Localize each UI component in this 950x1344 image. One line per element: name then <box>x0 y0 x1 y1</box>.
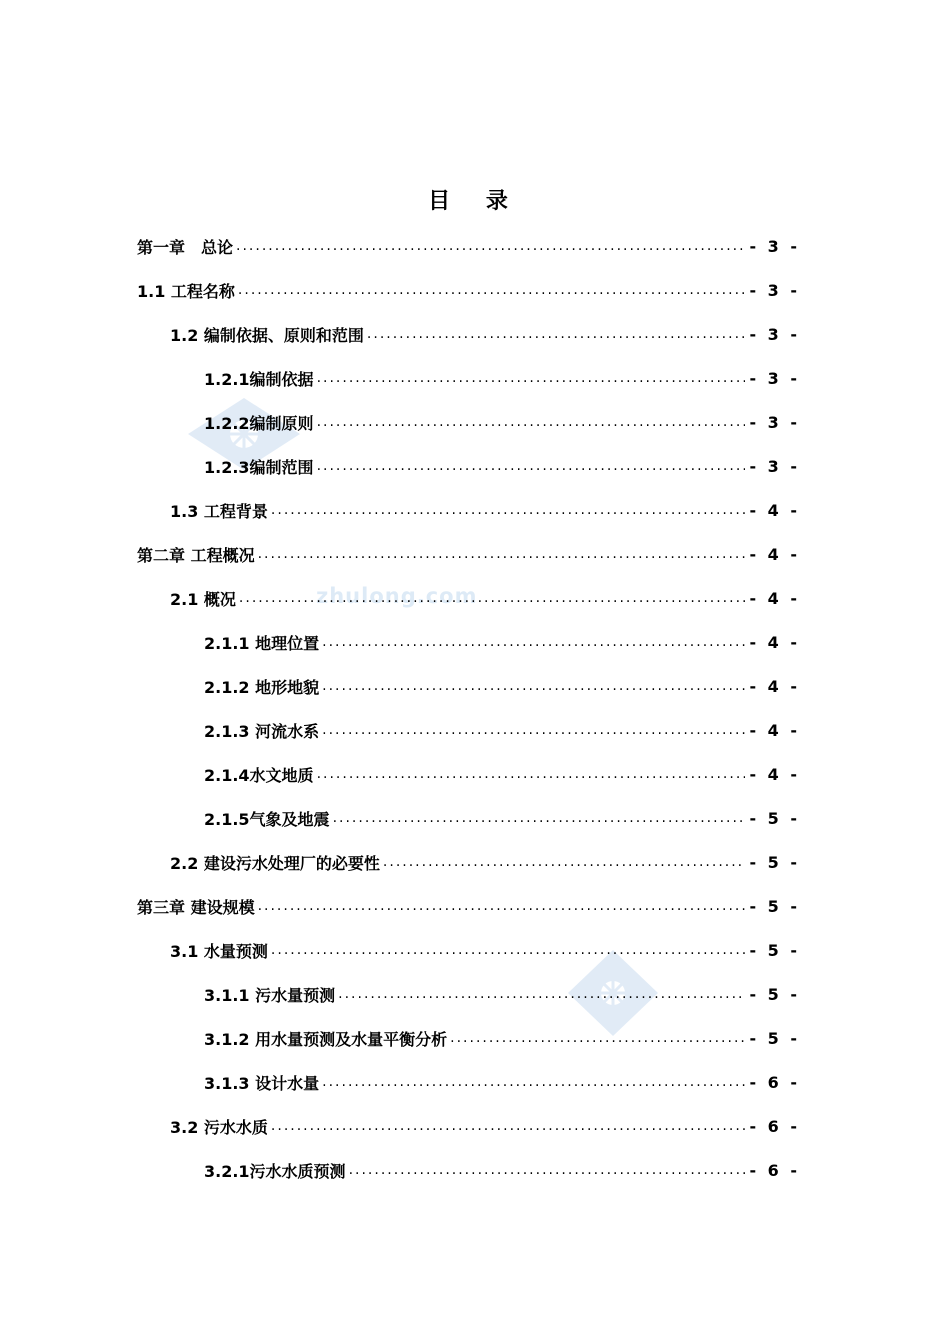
toc-entry[interactable] <box>204 358 800 398</box>
toc-entry-label: 2.1.4水文地质 <box>204 765 314 785</box>
toc-entry-page: - 6 - <box>749 1160 800 1180</box>
toc-entry-label: 2.2 建设污水处理厂的必要性 <box>170 853 380 873</box>
toc-entry-label: 3.2.1污水水质预测 <box>204 1161 346 1181</box>
dot-leader <box>271 502 746 518</box>
dot-leader <box>338 986 745 1002</box>
toc-entry-page: - 4 - <box>749 632 800 652</box>
toc-entry-page: - 6 - <box>749 1116 800 1136</box>
toc-entry-page: - 4 - <box>749 588 800 608</box>
toc-entry-label: 2.1.3 河流水系 <box>204 721 320 741</box>
dot-leader <box>238 282 746 298</box>
toc-entry[interactable] <box>137 226 800 266</box>
toc-entry-page: - 3 - <box>749 368 800 388</box>
toc-entry-label: 第二章 工程概况 <box>137 545 255 565</box>
toc-entry-page: - 5 - <box>749 896 800 916</box>
toc-entry-label: 第三章 建设规模 <box>137 897 255 917</box>
toc-entry[interactable] <box>204 666 800 706</box>
toc-entry[interactable] <box>204 402 800 442</box>
toc-entry-label: 1.3 工程背景 <box>170 501 268 521</box>
toc-entry[interactable] <box>204 754 800 794</box>
toc-entry[interactable] <box>204 974 800 1014</box>
toc-entry-label: 1.2.3编制范围 <box>204 457 314 477</box>
toc-entry-page: - 3 - <box>749 456 800 476</box>
toc-entry[interactable] <box>204 798 800 838</box>
toc-entry-label: 3.1.1 污水量预测 <box>204 985 336 1005</box>
toc-entry[interactable] <box>170 314 800 354</box>
toc-entry-label: 第一章 总论 <box>137 237 234 257</box>
toc-entry-label: 3.1.3 设计水量 <box>204 1073 320 1093</box>
dot-leader <box>239 590 746 606</box>
toc-entry[interactable] <box>170 842 800 882</box>
toc-entry[interactable] <box>204 1150 800 1190</box>
toc-entry-page: - 6 - <box>749 1072 800 1092</box>
toc-entry[interactable] <box>137 886 800 926</box>
dot-leader <box>317 458 746 474</box>
toc-entry-page: - 3 - <box>749 236 800 256</box>
toc-entry[interactable] <box>204 1018 800 1058</box>
dot-leader <box>258 546 746 562</box>
toc-entry-page: - 3 - <box>749 412 800 432</box>
toc-entry-label: 2.1 概况 <box>170 589 236 609</box>
toc-entry-label: 1.2.1编制依据 <box>204 369 314 389</box>
toc-entry-label: 2.1.5气象及地震 <box>204 809 330 829</box>
toc-entry-label: 2.1.1 地理位置 <box>204 633 320 653</box>
toc-entry-page: - 3 - <box>749 324 800 344</box>
toc-entry-label: 1.1 工程名称 <box>137 281 235 301</box>
toc-entry[interactable] <box>204 1062 800 1102</box>
dot-leader <box>322 722 745 738</box>
dot-leader <box>322 634 745 650</box>
dot-leader <box>236 238 745 254</box>
toc-entry-page: - 5 - <box>749 1028 800 1048</box>
toc-entry-label: 3.1 水量预测 <box>170 941 268 961</box>
dot-leader <box>367 326 746 342</box>
toc-entry[interactable] <box>137 270 800 310</box>
dot-leader <box>322 1074 745 1090</box>
toc-entry-page: - 5 - <box>749 984 800 1004</box>
toc-entry-page: - 4 - <box>749 544 800 564</box>
toc-entry[interactable] <box>137 534 800 574</box>
toc-entry[interactable] <box>170 930 800 970</box>
toc-entry-label: 2.1.2 地形地貌 <box>204 677 320 697</box>
dot-leader <box>271 1118 746 1134</box>
toc-entry-page: - 4 - <box>749 676 800 696</box>
toc-entry-page: - 4 - <box>749 764 800 784</box>
toc-entry[interactable] <box>170 578 800 618</box>
dot-leader <box>317 766 746 782</box>
dot-leader <box>317 370 746 386</box>
toc-entry[interactable] <box>204 710 800 750</box>
dot-leader <box>317 414 746 430</box>
dot-leader <box>271 942 746 958</box>
toc-entry[interactable] <box>204 446 800 486</box>
toc-entry-label: 3.1.2 用水量预测及水量平衡分析 <box>204 1029 448 1049</box>
toc-entry-page: - 5 - <box>749 940 800 960</box>
toc-entry-label: 1.2.2编制原则 <box>204 413 314 433</box>
dot-leader <box>322 678 745 694</box>
toc-entry-label: 1.2 编制依据、原则和范围 <box>170 325 364 345</box>
toc-entry-page: - 4 - <box>749 500 800 520</box>
dot-leader <box>450 1030 745 1046</box>
toc-entry-label: 3.2 污水水质 <box>170 1117 268 1137</box>
page-title: 目 录 <box>428 189 522 214</box>
toc-entry[interactable] <box>170 1106 800 1146</box>
toc-entry[interactable] <box>204 622 800 662</box>
toc-entry-page: - 5 - <box>749 852 800 872</box>
dot-leader <box>258 898 746 914</box>
toc-entry-page: - 5 - <box>749 808 800 828</box>
watermark-text: zhulong.com <box>316 584 478 608</box>
toc-entry[interactable] <box>170 490 800 530</box>
toc-entry-page: - 3 - <box>749 280 800 300</box>
dot-leader <box>383 854 746 870</box>
dot-leader <box>349 1162 746 1178</box>
toc-entry-page: - 4 - <box>749 720 800 740</box>
dot-leader <box>333 810 746 826</box>
